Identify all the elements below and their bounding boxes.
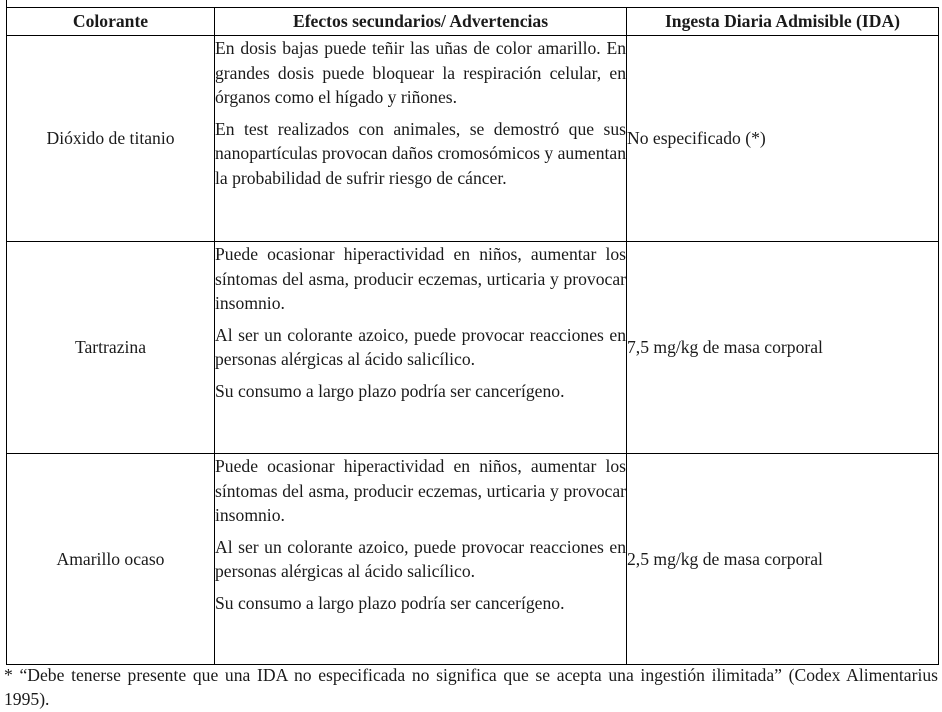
- ida-value: 7,5 mg/kg de masa corporal: [627, 242, 939, 454]
- table-row: [7, 242, 939, 454]
- colorant-name: Dióxido de titanio: [7, 36, 215, 242]
- effects-cell: [215, 454, 627, 665]
- effects-cell: [215, 242, 627, 454]
- effect-paragraph: Su consumo a largo plazo podría ser cancerígeno.: [215, 592, 565, 613]
- header-ida: Ingesta Diaria Admisible (IDA): [627, 8, 939, 36]
- header-row: [7, 8, 939, 36]
- colorant-name: Tartrazina: [7, 242, 215, 454]
- table-row: [7, 454, 939, 665]
- colorant-name: Amarillo ocaso: [7, 454, 215, 665]
- header-effects: Efectos secundarios/ Advertencias: [215, 8, 627, 36]
- header-colorant: Colorante: [7, 8, 215, 36]
- effect-paragraph: En dosis bajas puede teñir las uñas de color amarillo. En grandes dosis puede bloquear la respiración celular, en órganos como el hígado y riñones.: [215, 38, 626, 108]
- ida-value: No especificado (*): [627, 36, 939, 242]
- effect-paragraph: Puede ocasionar hiperactividad en niños, aumentar los síntomas del asma, producir eczemas, urticaria y provocar insomnio.: [215, 244, 626, 314]
- effect-paragraph: Al ser un colorante azoico, puede provocar reacciones en personas alérgicas al ácido salicílico.: [215, 536, 626, 582]
- effect-paragraph: Al ser un colorante azoico, puede provocar reacciones en personas alérgicas al ácido salicílico.: [215, 324, 626, 370]
- effect-paragraph: Su consumo a largo plazo podría ser cancerígeno.: [215, 380, 565, 401]
- colorants-table: [6, 7, 939, 665]
- footnote: * “Debe tenerse presente que una IDA no especificada no significa que se acepta una ingestión ilimitada” (Codex Alimentarius 1995).: [4, 665, 938, 709]
- effects-cell: [215, 36, 627, 242]
- table-row: [7, 36, 939, 242]
- ida-value: 2,5 mg/kg de masa corporal: [627, 454, 939, 665]
- effect-paragraph: En test realizados con animales, se demostró que sus nanopartículas provocan daños cromosómicos y aumentan la probabilidad de sufrir riesgo de cáncer.: [215, 118, 626, 188]
- effect-paragraph: Puede ocasionar hiperactividad en niños, aumentar los síntomas del asma, producir eczemas, urticaria y provocar insomnio.: [215, 456, 626, 526]
